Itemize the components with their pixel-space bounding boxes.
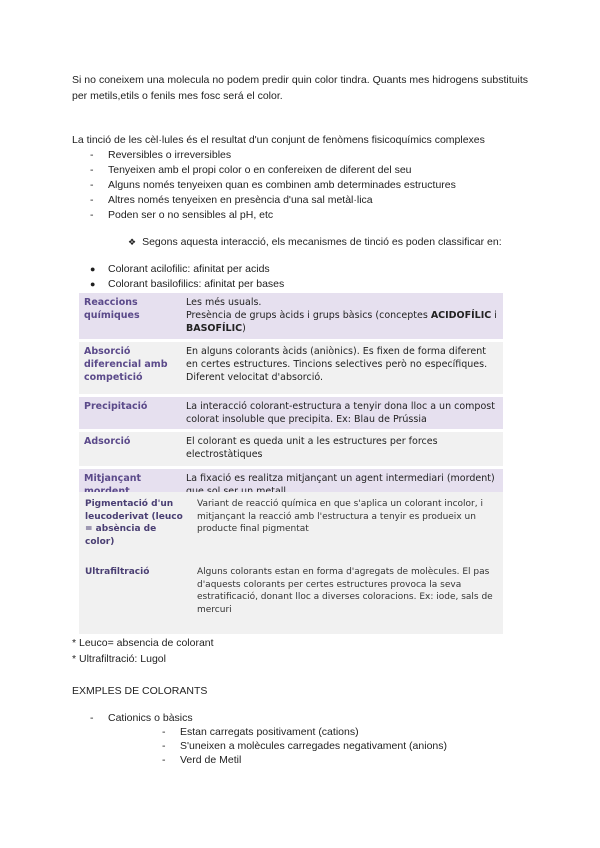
tincio-heading: La tinció de les cèl·lules és el resultat d'un conjunt de fenòmens fisicoquímics complexes bbox=[72, 134, 485, 146]
classification-note: ❖ Segons aquesta interacció, els mecanismes de tinció es poden classificar en: bbox=[128, 236, 502, 248]
list-item: ● Colorant basilofilics: afinitat per bases bbox=[90, 278, 285, 290]
row-heading: Absorció diferencial amb competició bbox=[79, 341, 181, 396]
footnotes bbox=[72, 635, 214, 667]
bullet-icon: ● bbox=[90, 279, 96, 289]
row-heading: Adsorció bbox=[79, 431, 181, 468]
row-heading: Reaccions químiques bbox=[79, 293, 181, 341]
section-heading: EXMPLES DE COLORANTS bbox=[72, 685, 208, 697]
list-item: - Tenyeixen amb el propi color o en confereixen de diferent del seu bbox=[90, 164, 412, 176]
list-item: - Verd de Metil bbox=[162, 754, 242, 766]
mechanisms-table bbox=[79, 293, 503, 504]
bullet-icon: ● bbox=[90, 264, 96, 274]
row-heading: Mitjançant bbox=[79, 468, 181, 503]
footnote: * Leuco= absencia de colorant bbox=[72, 637, 214, 649]
row-text: El colorant es queda unit a les estructures per forces electrostàtiques bbox=[181, 431, 503, 468]
row-text: Variant de reacció química en que s'aplica un colorant incolor, i mitjançant la reacció amb l'estructura a tenyir es produeix un producte final pigmentat bbox=[197, 499, 483, 534]
table-row bbox=[79, 396, 503, 431]
table-row bbox=[79, 431, 503, 468]
table-row bbox=[79, 341, 503, 396]
tincio-list bbox=[72, 148, 542, 223]
list-item: - Alguns només tenyeixen quan es combinen amb determinades estructures bbox=[90, 179, 456, 191]
list-item: - S'uneixen a molècules carregades negativament (anions) bbox=[162, 740, 447, 752]
list-item: - Cationics o bàsics bbox=[90, 712, 193, 724]
footnote: * Ultrafiltració: Lugol bbox=[72, 653, 166, 665]
colorant-bullets bbox=[90, 262, 284, 292]
row-heading: Ultrafiltració bbox=[85, 567, 150, 577]
tincio-section bbox=[72, 133, 542, 223]
row-text: Les més usuals. Presència de grups àcids i grups bàsics (conceptes ACIDOFÍLIC i BASOFÍLIC) bbox=[181, 293, 503, 341]
table-row bbox=[79, 293, 503, 341]
list-item: - Estan carregats positivament (cations) bbox=[162, 726, 359, 738]
list-item: - Altres només tenyeixen en presència d'una sal metàl·lica bbox=[90, 194, 373, 206]
diamond-bullet-icon: ❖ bbox=[128, 237, 137, 247]
row-text: La fixació es realitza mitjançant un agent intermediari (mordent) bbox=[181, 468, 503, 503]
table-row bbox=[79, 492, 503, 560]
list-item: - Reversibles o irreversibles bbox=[90, 149, 232, 161]
row-heading: Precipitació bbox=[79, 396, 181, 431]
mechanisms-table-continued bbox=[79, 492, 503, 634]
list-item: - Poden ser o no sensibles al pH, etc bbox=[90, 209, 274, 221]
row-heading: Pigmentació d'un leucoderivat (leuco = absència de color) bbox=[85, 499, 183, 547]
row-text: En alguns colorants àcids (aniònics). Es fixen de forma diferent en certes estructures. Tincions selectives però no específiques. Diferent velocitat d'absorció. bbox=[181, 341, 503, 396]
list-item: ● Colorant acilofilic: afinitat per acids bbox=[90, 263, 270, 275]
table-row bbox=[79, 560, 503, 634]
cationics-list bbox=[72, 711, 447, 767]
row-text: Alguns colorants estan en forma d'agregats de molècules. El pas d'aquests colorants per certes estructures provoca la seva estratificació, donant lloc a diverses coloracions. Ex: iode, sals de mercuri bbox=[197, 567, 493, 615]
row-text: La interacció colorant-estructura a tenyir dona lloc a un compost colorat insoluble que precipita. Ex: Blau de Prússia bbox=[181, 396, 503, 431]
intro-paragraph: Si no coneixem una molecula no podem predir quin color tindra. Quants mes hidrogens substituits per metils,etils o fenils mes fosc será el color. bbox=[72, 74, 528, 102]
